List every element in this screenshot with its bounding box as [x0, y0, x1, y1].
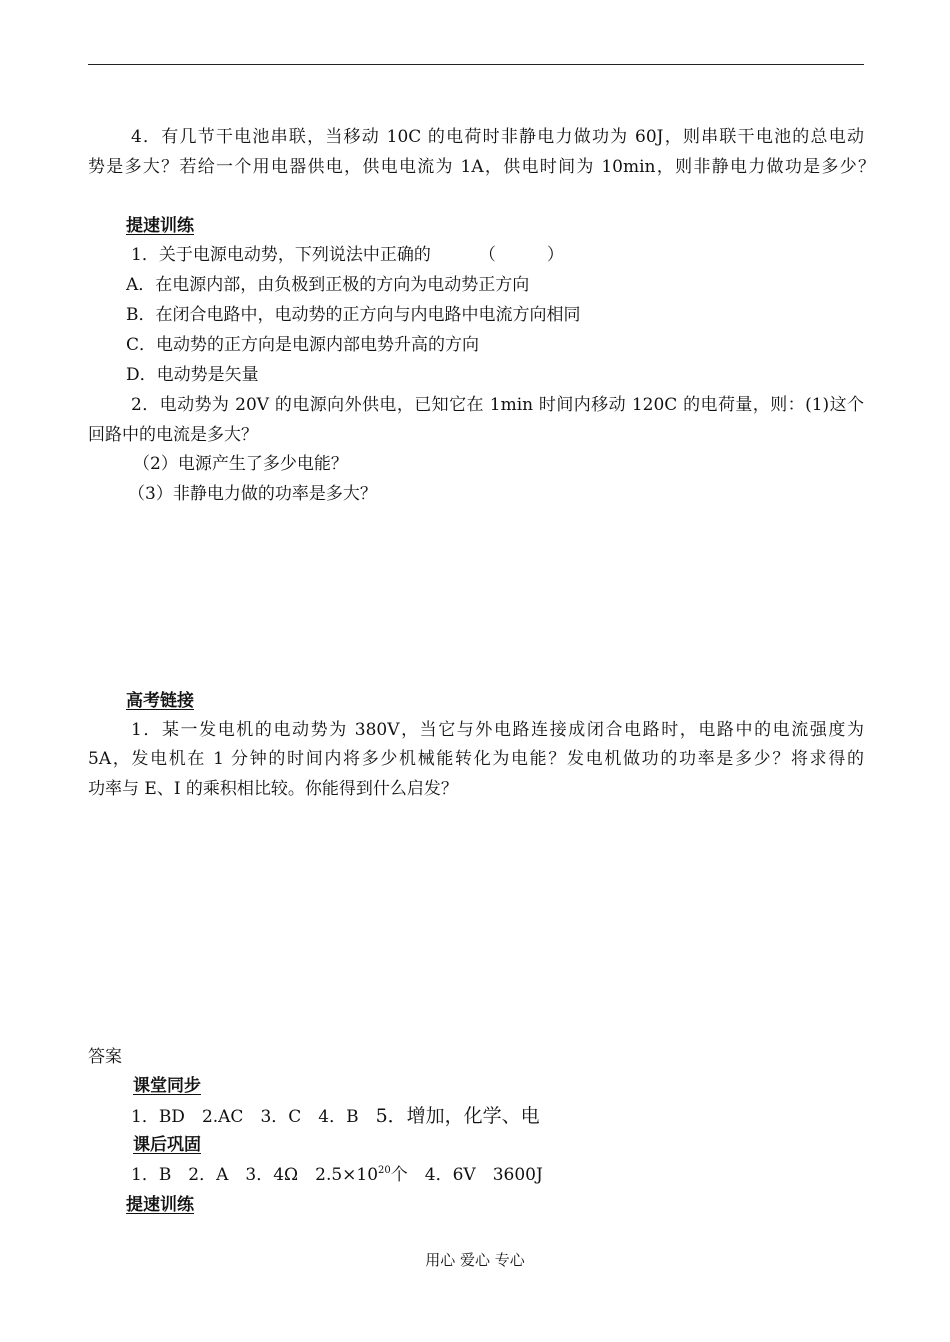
- exponent: 20: [378, 1165, 391, 1176]
- kehou-heading: 课后巩固: [133, 1135, 201, 1155]
- ketang-heading: 课堂同步: [133, 1076, 201, 1096]
- tisu-q2-sub2: （2）电源产生了多少电能？: [133, 454, 348, 474]
- gaokao-q1-line1: 1．某一发电机的电动势为 380V，当它与外电路连接成闭合电路时，电路中的电流强度为: [131, 720, 864, 740]
- tisu-heading: 提速训练: [126, 216, 194, 236]
- answers-tisu-heading: 提速训练: [126, 1195, 194, 1215]
- page-footer: 用心 爱心 专心: [425, 1251, 525, 1269]
- tisu-q2-line1: 2．电动势为 20V 的电源向外供电，已知它在 1min 时间内移动 120C 的电荷量，则：(1)这个: [131, 395, 864, 415]
- tisu-q1-option-c: C．电动势的正方向是电源内部电势升高的方向: [126, 335, 480, 355]
- tisu-q1-option-d: D．电动势是矢量: [126, 365, 259, 385]
- tisu-q1-option-a: A．在电源内部，由负极到正极的方向为电动势正方向: [126, 275, 530, 295]
- gaokao-q1-line3: 功率与 E、I 的乘积相比较。你能得到什么启发？: [88, 779, 458, 799]
- q4-line1: 4．有几节干电池串联，当移动 10C 的电荷时非静电力做功为 60J，则串联干电池的总电动: [131, 127, 864, 147]
- answers-title: 答案: [88, 1047, 122, 1067]
- answer-paren: （ ）: [478, 245, 564, 265]
- tisu-q1-option-b: B．在闭合电路中，电动势的正方向与内电路中电流方向相同: [126, 305, 581, 325]
- gaokao-q1-line2: 5A，发电机在 1 分钟的时间内将多少机械能转化为电能？发电机做功的功率是多少？将求得的: [88, 749, 864, 769]
- tisu-q2-sub3: （3）非静电力做的功率是多大？: [128, 484, 377, 504]
- tisu-q1-stem: 1．关于电源电动势，下列说法中正确的 （ ）: [131, 245, 564, 265]
- header-rule: [88, 64, 864, 65]
- ketang-answers: 1．BD 2.AC 3．C 4．B 5．增加，化学、电: [131, 1105, 540, 1127]
- q4-line2: 势是多大？若给一个用电器供电，供电电流为 1A，供电时间为 10min，则非静电力做功是多少？: [88, 157, 875, 177]
- gaokao-heading: 高考链接: [126, 691, 194, 711]
- kehou-answers: 1．B 2．A 3．4Ω $2.5\times 10^{20}$个 4．6V 3600J: [131, 1165, 543, 1185]
- tisu-q2-line2: 回路中的电流是多大？: [88, 425, 258, 445]
